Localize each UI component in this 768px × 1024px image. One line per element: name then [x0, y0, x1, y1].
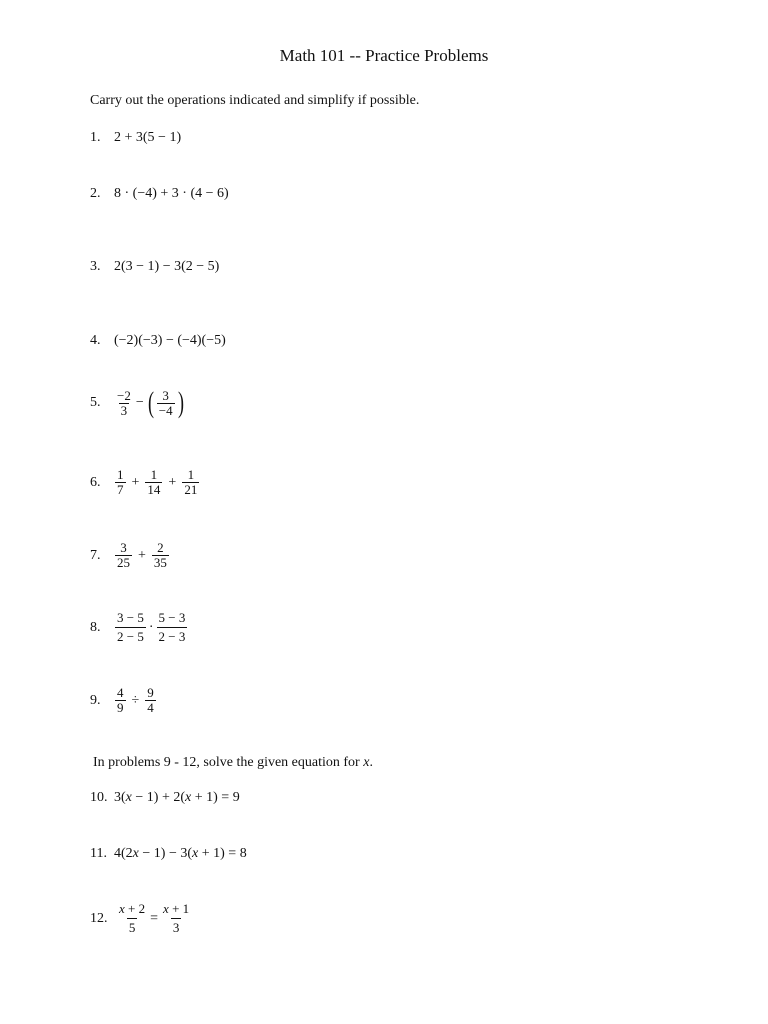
- variable: x: [363, 755, 370, 770]
- fraction: [115, 609, 146, 646]
- denominator: 3: [120, 402, 128, 418]
- fraction: [145, 468, 162, 497]
- fraction: [115, 686, 126, 715]
- expr-part: + 1: [168, 901, 190, 916]
- variable: x: [185, 790, 192, 805]
- fraction: [152, 541, 169, 570]
- expr-part: − 1) + 2(: [131, 790, 186, 805]
- denominator: 4: [147, 700, 154, 715]
- numerator: 3 − 5: [117, 610, 144, 625]
- denominator: 9: [117, 700, 124, 715]
- problem-3: [90, 259, 219, 275]
- fraction: [157, 389, 175, 418]
- problem-expression: (−2)(−3) − (−4)(−5): [114, 333, 226, 348]
- numerator: 5 − 3: [158, 610, 186, 625]
- numerator: [117, 900, 147, 918]
- problem-number: 3.: [90, 259, 101, 274]
- operator: +: [138, 547, 146, 563]
- problem-2: [90, 186, 229, 202]
- numerator: 4: [117, 685, 124, 700]
- denominator: 7: [117, 482, 124, 497]
- problem-12: [90, 900, 192, 937]
- right-paren: ): [177, 386, 184, 419]
- section-text: In problems 9 - 12, solve the given equation for: [93, 755, 364, 770]
- problem-10: [90, 790, 240, 806]
- fraction: [182, 468, 199, 497]
- problem-expression: [114, 790, 240, 806]
- denominator: 2 − 5: [117, 629, 144, 644]
- fraction: [161, 900, 191, 937]
- problem-number: 1.: [90, 130, 101, 145]
- denominator: 5: [128, 920, 136, 935]
- variable: x: [163, 901, 169, 916]
- problem-number: 2.: [90, 186, 101, 201]
- page-title: Math 101 -- Practice Problems: [279, 46, 489, 65]
- expr-part: 3(: [114, 790, 126, 805]
- problem-1: [90, 130, 181, 146]
- fraction: [115, 468, 126, 497]
- problem-number: 11.: [90, 846, 107, 861]
- numerator: 1: [187, 467, 195, 482]
- expr-part: 4(2: [114, 846, 133, 861]
- numerator: −2: [117, 387, 131, 403]
- operator: +: [168, 474, 177, 490]
- numerator: 3: [120, 540, 127, 555]
- problem-8: [90, 609, 188, 646]
- expr-part: + 1) = 8: [198, 846, 247, 861]
- section-end: .: [369, 755, 373, 770]
- problem-5: [90, 388, 186, 418]
- denominator: 21: [184, 482, 198, 497]
- instructions: Carry out the operations indicated and simplify if possible.: [90, 93, 420, 108]
- numerator: 3: [162, 387, 169, 403]
- denominator: 2 − 3: [158, 629, 186, 644]
- problem-9: [90, 686, 157, 715]
- expr-part: − 1) − 3(: [138, 846, 193, 861]
- operator: ·: [148, 619, 154, 635]
- left-paren: (: [147, 386, 154, 419]
- numerator: 2: [157, 540, 164, 555]
- denominator: 35: [153, 555, 167, 570]
- fraction: [115, 541, 132, 570]
- numerator: 1: [117, 467, 124, 482]
- variable: x: [192, 846, 199, 861]
- problem-expression: 8 · (−4) + 3 · (4 − 6): [114, 186, 229, 201]
- fraction: [117, 900, 147, 937]
- operator: +: [131, 474, 140, 490]
- denominator: 25: [117, 555, 130, 570]
- problem-number: 5.: [90, 395, 101, 410]
- problem-7: [90, 541, 170, 570]
- numerator: 1: [150, 467, 158, 482]
- fraction: [157, 609, 188, 646]
- denominator: 14: [147, 482, 161, 497]
- problem-number: 9.: [90, 692, 101, 708]
- problem-number: 12.: [90, 910, 108, 926]
- problem-number: 6.: [90, 474, 101, 490]
- fraction: [145, 686, 156, 715]
- problem-expression: 2 + 3(5 − 1): [114, 130, 182, 145]
- numerator: 9: [147, 685, 154, 700]
- expr-part: + 1) = 9: [191, 790, 240, 805]
- variable: x: [132, 846, 139, 861]
- fraction: [115, 389, 133, 418]
- section-instructions: [93, 755, 373, 771]
- variable: x: [119, 901, 125, 916]
- expr-part: + 2: [124, 901, 146, 916]
- problem-expression: [114, 846, 247, 862]
- denominator: −4: [158, 402, 173, 418]
- problem-number: 10.: [90, 790, 108, 805]
- problem-expression: 2(3 − 1) − 3(2 − 5): [114, 259, 220, 274]
- denominator: 3: [172, 920, 180, 935]
- operator: ÷: [131, 692, 140, 708]
- variable: x: [125, 790, 132, 805]
- problem-11: [90, 846, 247, 862]
- problem-number: 8.: [90, 619, 101, 635]
- numerator: [161, 900, 191, 918]
- problem-number: 7.: [90, 547, 101, 563]
- problem-number: 4.: [90, 333, 101, 348]
- operator: −: [135, 395, 144, 410]
- problem-6: [90, 468, 200, 497]
- problem-4: [90, 333, 226, 349]
- operator: =: [150, 910, 159, 926]
